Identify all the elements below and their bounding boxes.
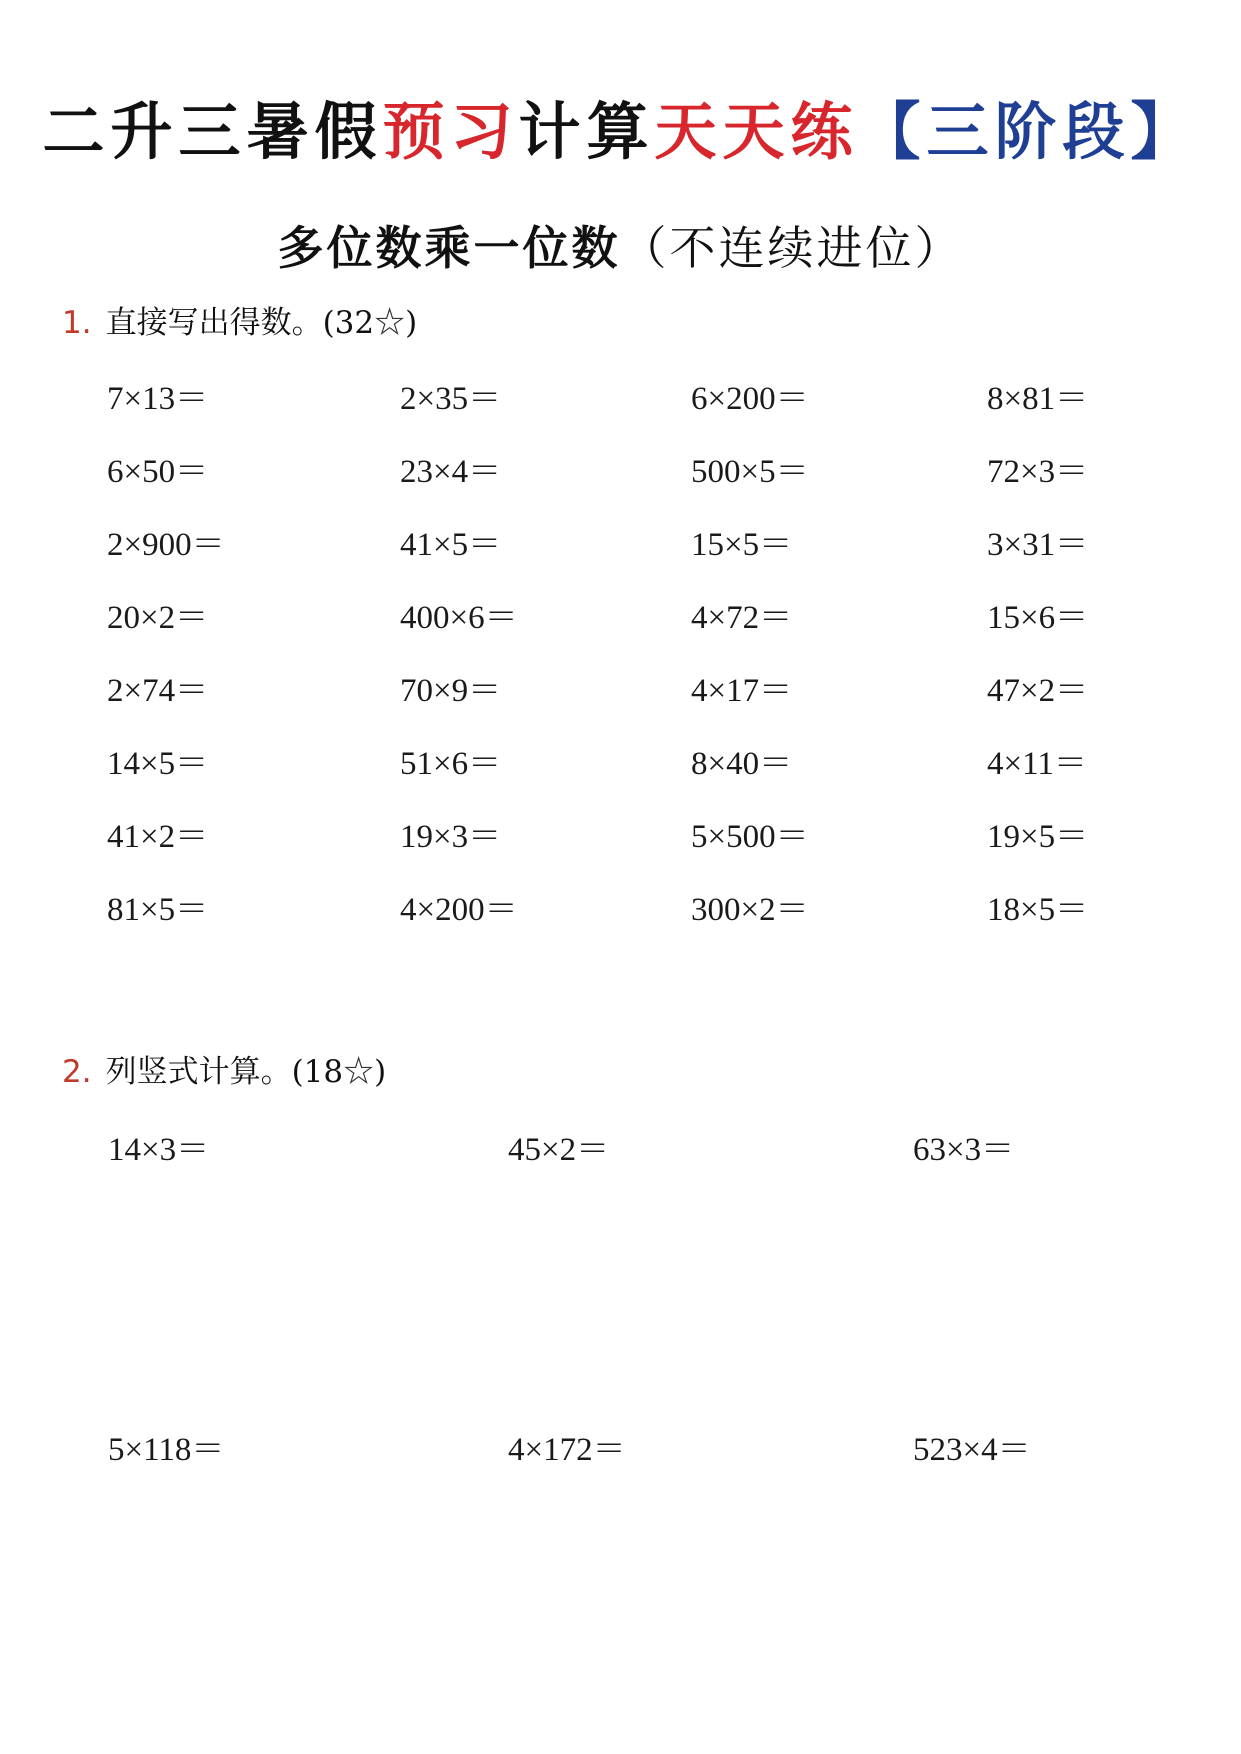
equation: 41×2＝ <box>107 819 209 855</box>
equation: 7×13＝ <box>107 381 209 417</box>
title-part-4: 天天练 <box>654 95 859 168</box>
equation: 3×31＝ <box>987 527 1089 563</box>
star-icon: ☆ <box>374 305 406 341</box>
equation: 6×200＝ <box>691 381 809 417</box>
title-part-3: 计算 <box>518 95 655 168</box>
equation: 5×500＝ <box>691 819 809 855</box>
equation: 8×81＝ <box>987 381 1089 417</box>
section-1-number: 1. <box>62 305 92 341</box>
title-part-5: 【三阶段】 <box>858 95 1199 168</box>
subtitle-main: 多位数乘一位数 <box>277 221 621 275</box>
subtitle-paren: （不连续进位） <box>620 221 964 275</box>
equation: 2×900＝ <box>107 527 225 563</box>
equation: 14×3＝ <box>108 1132 210 1168</box>
vertical-calculation-grid <box>108 1128 1213 1728</box>
title-part-2: 预习 <box>382 95 519 168</box>
equation: 41×5＝ <box>400 527 502 563</box>
equation: 51×6＝ <box>400 746 502 782</box>
section-2-heading <box>62 1050 386 1094</box>
section-1-heading <box>62 301 417 345</box>
page-subtitle <box>0 218 1241 278</box>
equation: 2×35＝ <box>400 381 502 417</box>
equation: 23×4＝ <box>400 454 502 490</box>
equation: 300×2＝ <box>691 892 809 928</box>
equation: 45×2＝ <box>508 1132 610 1168</box>
equation: 2×74＝ <box>107 673 209 709</box>
section-2-label: 列竖式计算。(18 <box>105 1054 344 1090</box>
equation: 63×3＝ <box>913 1132 1015 1168</box>
page-title <box>0 92 1241 172</box>
equation: 20×2＝ <box>107 600 209 636</box>
equation: 81×5＝ <box>107 892 209 928</box>
title-part-1: 二升三暑假 <box>42 95 383 168</box>
section-1-label: 直接写出得数。(32 <box>105 305 375 341</box>
equation: 47×2＝ <box>987 673 1089 709</box>
oral-calculation-grid <box>107 377 1187 961</box>
equation: 400×6＝ <box>400 600 518 636</box>
equation: 5×118＝ <box>108 1432 225 1468</box>
equation: 72×3＝ <box>987 454 1089 490</box>
section-1-close: ) <box>405 305 418 341</box>
equation: 4×17＝ <box>691 673 793 709</box>
equation: 15×5＝ <box>691 527 793 563</box>
equation: 15×6＝ <box>987 600 1089 636</box>
equation: 18×5＝ <box>987 892 1089 928</box>
equation: 4×72＝ <box>691 600 793 636</box>
equation: 19×5＝ <box>987 819 1089 855</box>
star-icon: ☆ <box>343 1054 375 1090</box>
section-2-number: 2. <box>62 1054 92 1090</box>
equation: 19×3＝ <box>400 819 502 855</box>
equation: 4×172＝ <box>508 1432 626 1468</box>
equation: 523×4＝ <box>913 1432 1031 1468</box>
equation: 4×11＝ <box>987 746 1087 782</box>
equation: 14×5＝ <box>107 746 209 782</box>
equation: 500×5＝ <box>691 454 809 490</box>
equation: 8×40＝ <box>691 746 793 782</box>
equation: 70×9＝ <box>400 673 502 709</box>
section-2-close: ) <box>374 1054 387 1090</box>
equation: 6×50＝ <box>107 454 209 490</box>
equation: 4×200＝ <box>400 892 518 928</box>
